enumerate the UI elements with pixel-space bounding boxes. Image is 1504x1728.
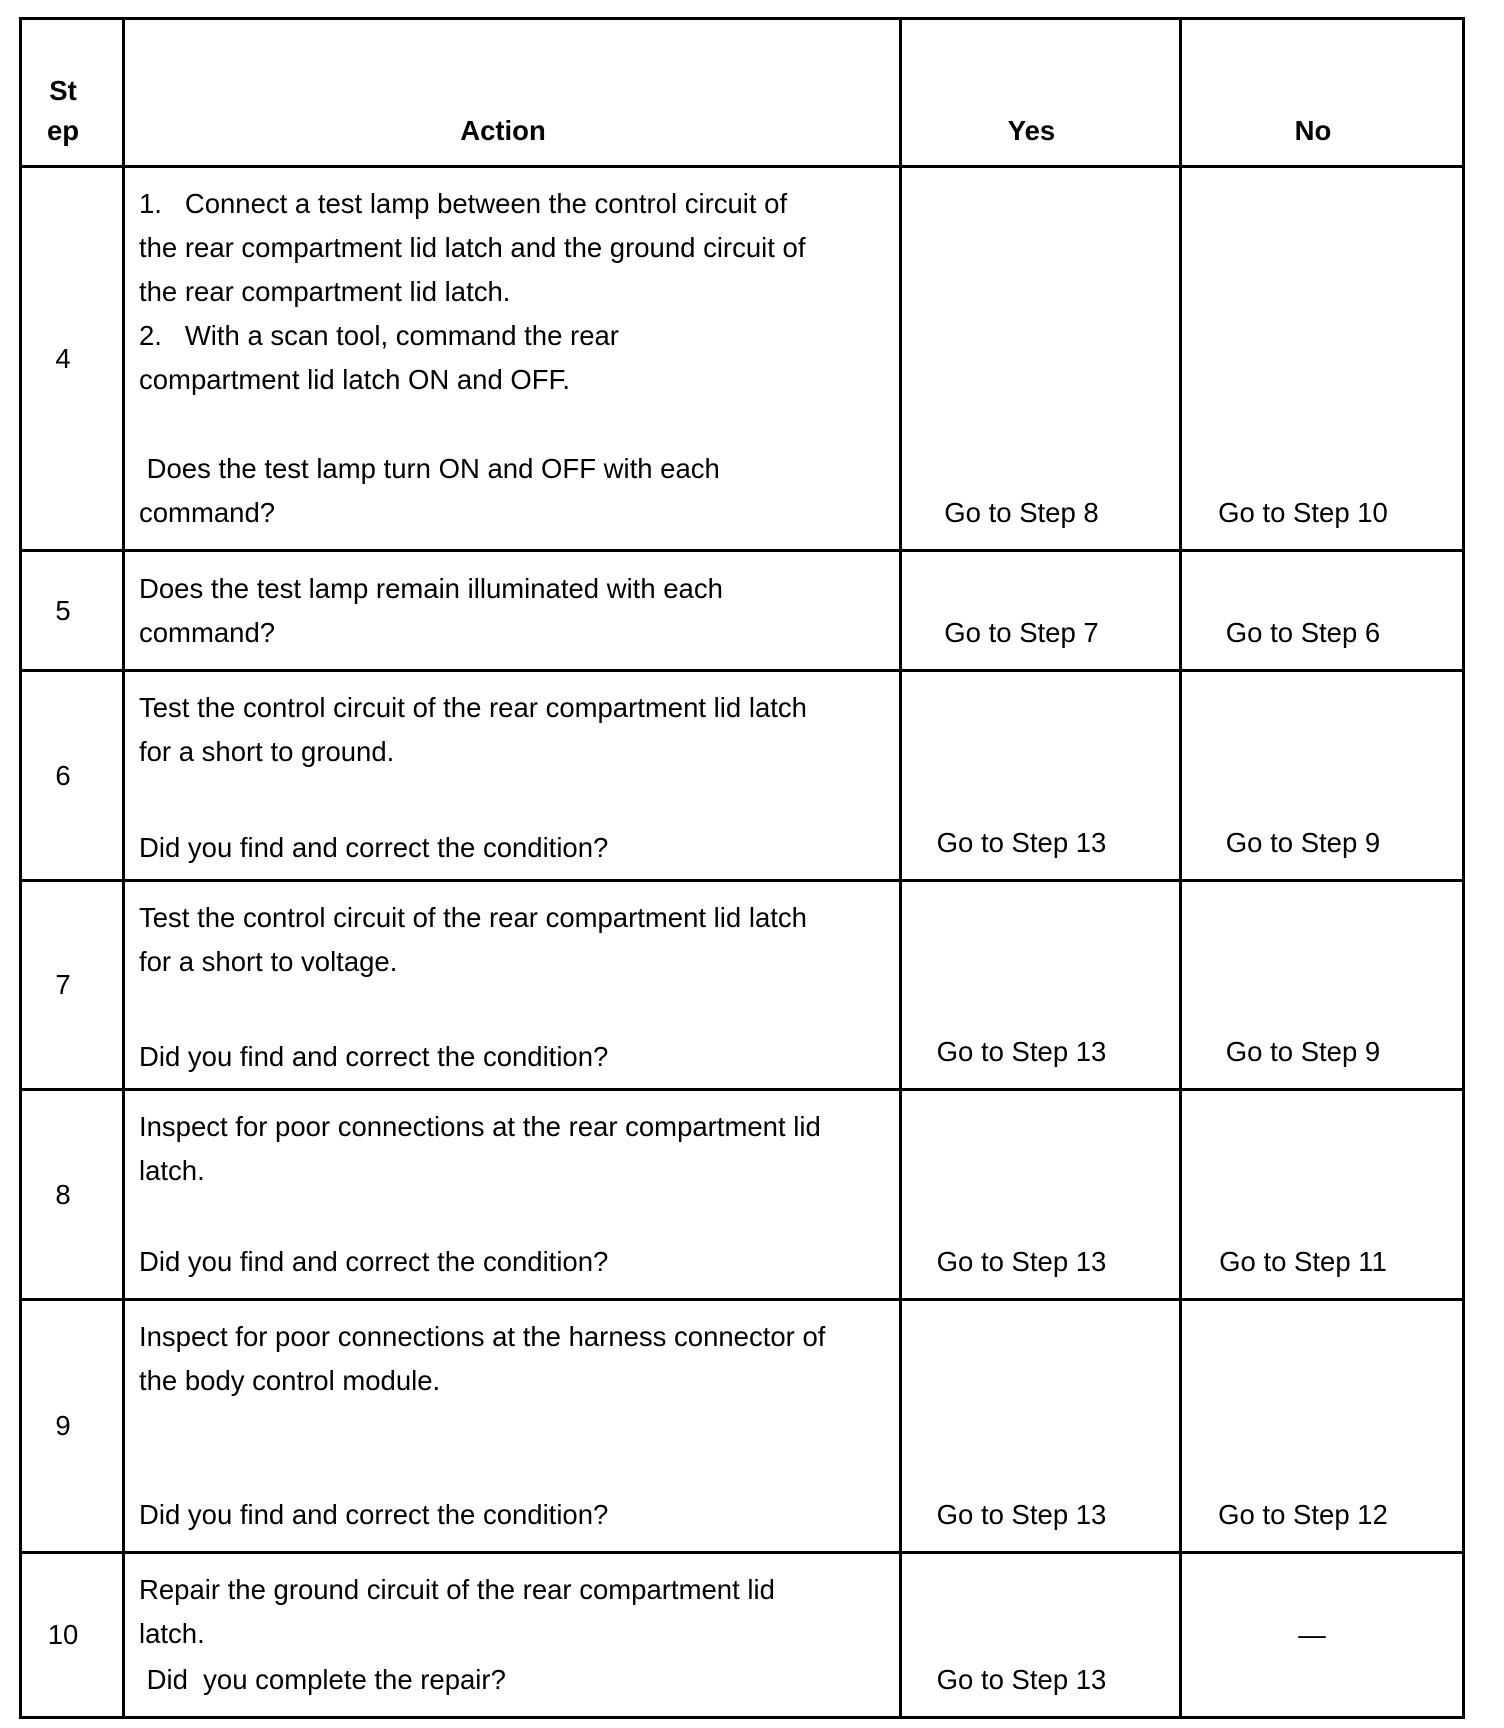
step-number: 5 (22, 552, 122, 669)
question-line: Did you complete the repair? (139, 1664, 506, 1695)
no-cell: Go to Step 9 (1182, 672, 1462, 879)
instruction-line: for a short to ground. (139, 736, 395, 767)
question-line: Does the test lamp remain illuminated with each (139, 573, 723, 604)
question-line: command? (139, 497, 276, 528)
action-instructions (139, 686, 889, 774)
step-number: 8 (22, 1091, 122, 1298)
yes-cell: Go to Step 8 (902, 168, 1179, 549)
yes-cell: Go to Step 13 (902, 672, 1179, 879)
action-question (139, 567, 889, 655)
table-row (22, 1554, 1462, 1716)
action-question (139, 1035, 889, 1079)
instruction-line: latch. (139, 1618, 205, 1649)
action-question (139, 1493, 889, 1537)
header-step-line: ep (46, 115, 80, 146)
header-action-label: Action (460, 115, 546, 146)
action-cell (125, 1301, 899, 1551)
question-line: Did you find and correct the condition? (139, 1246, 609, 1277)
action-cell (125, 168, 899, 549)
step-number: 10 (22, 1554, 122, 1716)
instruction-line: compartment lid latch ON and OFF. (139, 364, 570, 395)
table-row (22, 168, 1462, 549)
step-number: 4 (22, 168, 122, 549)
instruction-line: 2. With a scan tool, command the rear (139, 320, 619, 351)
no-cell: Go to Step 11 (1182, 1091, 1462, 1298)
action-question (139, 826, 889, 870)
instruction-line: latch. (139, 1155, 205, 1186)
instruction-line: Inspect for poor connections at the rear compartment lid (139, 1111, 821, 1142)
yes-cell: Go to Step 13 (902, 1091, 1179, 1298)
table-row (22, 1091, 1462, 1298)
yes-cell: Go to Step 13 (902, 882, 1179, 1088)
table-row (22, 552, 1462, 669)
header-step-line: St (49, 75, 77, 106)
header-no (1182, 20, 1462, 165)
no-cell: Go to Step 9 (1182, 882, 1462, 1088)
question-line: Did you find and correct the condition? (139, 1041, 609, 1072)
instruction-line: Inspect for poor connections at the harness connector of (139, 1321, 826, 1352)
instruction-line: the rear compartment lid latch and the ground circuit of (139, 232, 806, 263)
instruction-line: Test the control circuit of the rear compartment lid latch (139, 902, 807, 933)
action-question (139, 1240, 889, 1284)
no-cell: Go to Step 6 (1182, 552, 1462, 669)
diagnostic-step-table (19, 17, 1465, 1719)
action-instructions (139, 1315, 889, 1403)
table-header-row (22, 20, 1462, 165)
question-line: Did you find and correct the condition? (139, 1499, 609, 1530)
action-question (139, 1658, 889, 1702)
action-instructions (139, 896, 889, 984)
table-row (22, 882, 1462, 1088)
action-question (139, 447, 889, 535)
question-line: Does the test lamp turn ON and OFF with each (139, 453, 720, 484)
table-row (22, 1301, 1462, 1551)
instruction-line: the body control module. (139, 1365, 441, 1396)
action-cell (125, 882, 899, 1088)
action-instructions (139, 1568, 889, 1656)
yes-cell: Go to Step 7 (902, 552, 1179, 669)
instruction-line: 1. Connect a test lamp between the control circuit of (139, 188, 788, 219)
yes-cell: Go to Step 13 (902, 1301, 1179, 1551)
yes-cell: Go to Step 13 (902, 1554, 1179, 1716)
question-line: Did you find and correct the condition? (139, 832, 609, 863)
action-cell (125, 1091, 899, 1298)
instruction-line: Repair the ground circuit of the rear compartment lid (139, 1574, 775, 1605)
header-yes (902, 20, 1179, 165)
instruction-line: the rear compartment lid latch. (139, 276, 511, 307)
step-number: 6 (22, 672, 122, 879)
action-instructions (139, 182, 889, 402)
header-yes-label: Yes (1007, 115, 1056, 146)
action-instructions (139, 1105, 889, 1193)
header-step (22, 20, 122, 165)
instruction-line: for a short to voltage. (139, 946, 398, 977)
question-line: command? (139, 617, 276, 648)
step-number: 7 (22, 882, 122, 1088)
no-cell: Go to Step 12 (1182, 1301, 1462, 1551)
action-cell (125, 672, 899, 879)
no-cell: Go to Step 10 (1182, 168, 1462, 549)
instruction-line: Test the control circuit of the rear compartment lid latch (139, 692, 807, 723)
step-number: 9 (22, 1301, 122, 1551)
table-row (22, 672, 1462, 879)
header-action (125, 20, 899, 165)
no-cell: — (1182, 1554, 1462, 1716)
header-no-label: No (1294, 115, 1332, 146)
action-cell (125, 1554, 899, 1716)
action-cell (125, 552, 899, 669)
